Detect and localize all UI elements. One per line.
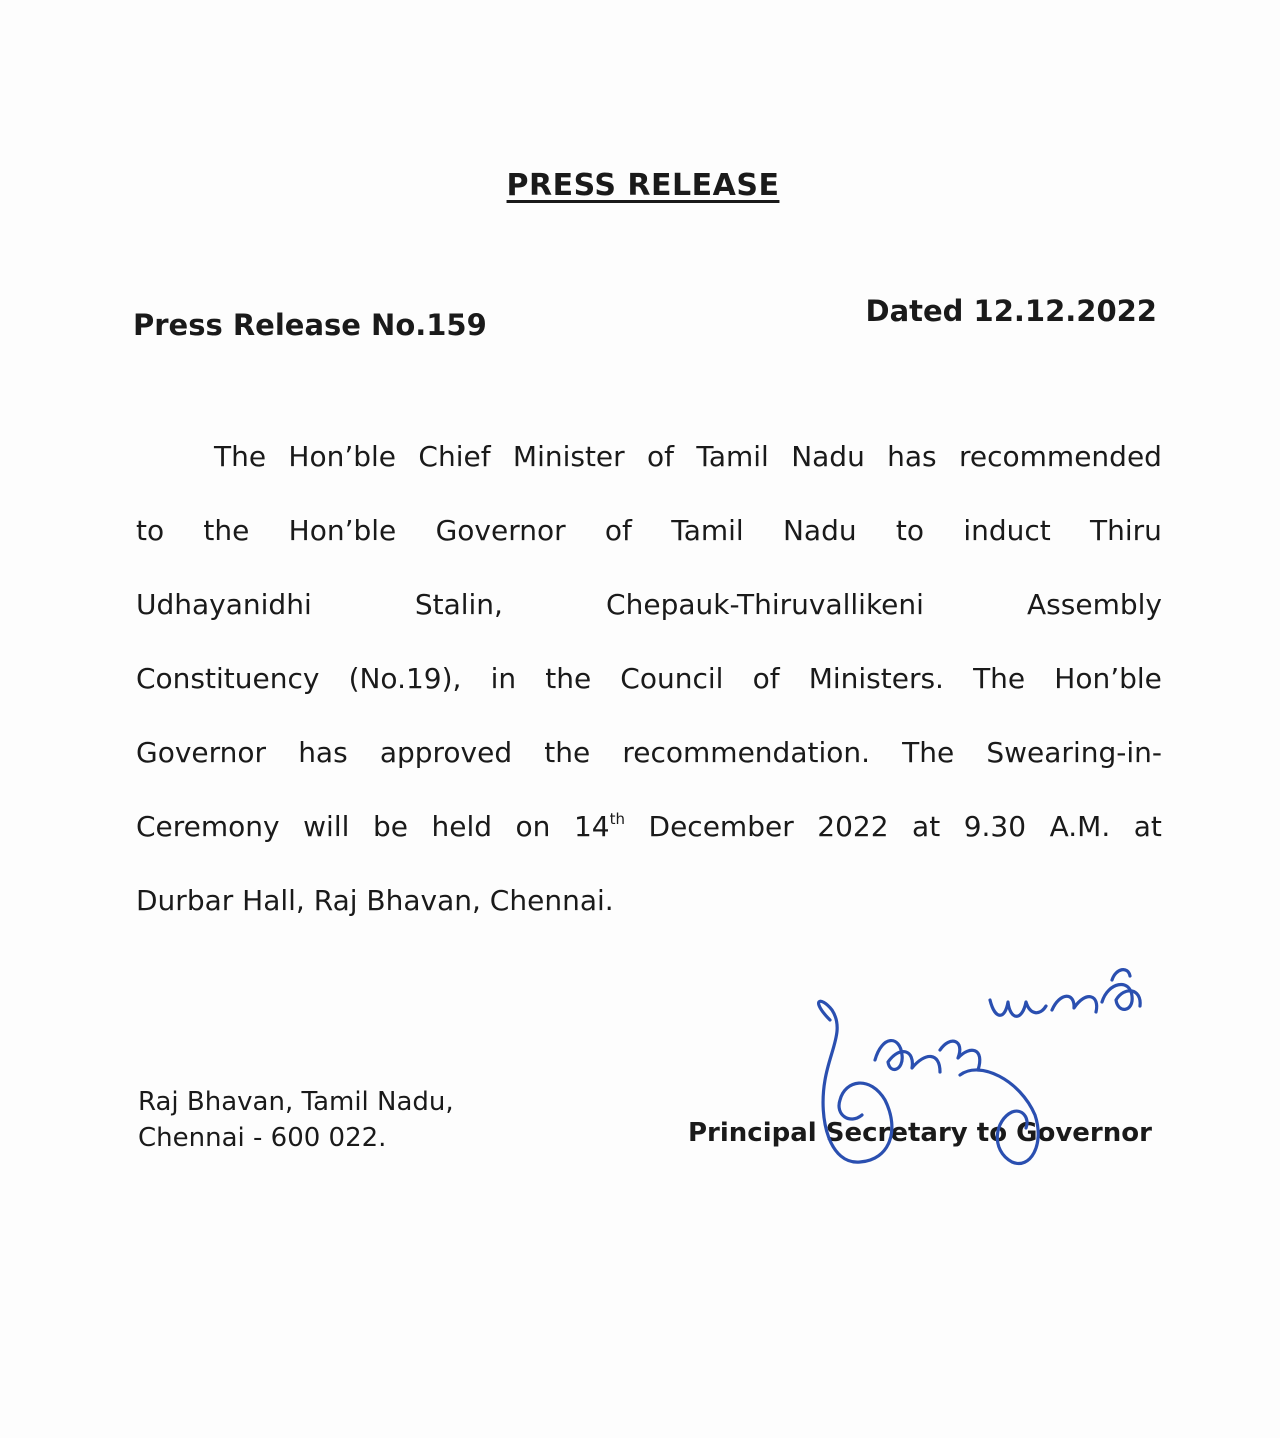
word: Nadu <box>791 440 865 473</box>
body-paragraph <box>136 420 1162 938</box>
word: Constituency <box>136 662 320 695</box>
word: induct <box>963 514 1051 547</box>
signatory-designation: Principal Secretary to Governor <box>688 1118 1152 1148</box>
office-address <box>138 1084 454 1156</box>
word: Hon’ble <box>288 440 397 473</box>
word: the <box>203 514 250 547</box>
word: the <box>544 736 591 769</box>
body-line-1 <box>136 420 1162 494</box>
word: A.M. <box>1049 810 1111 843</box>
word: Chief <box>418 440 491 473</box>
word: at <box>912 810 941 843</box>
body-line-2 <box>136 494 1162 568</box>
word: Minister <box>512 440 625 473</box>
word: Nadu <box>782 514 857 547</box>
release-date: Dated 12.12.2022 <box>865 294 1157 328</box>
body-line-6 <box>136 790 1162 864</box>
word: will <box>303 810 350 843</box>
press-release-number: Press Release No.159 <box>133 308 487 342</box>
word: The <box>214 440 267 473</box>
word: approved <box>379 736 513 769</box>
word: of <box>752 662 780 695</box>
word: on <box>515 810 551 843</box>
word: to <box>895 514 925 547</box>
handwritten-signature <box>790 940 1150 1180</box>
word: the <box>545 662 592 695</box>
word: Governor <box>136 736 267 769</box>
word: Udhayanidhi <box>136 588 312 621</box>
word: at <box>1133 810 1162 843</box>
word: 9.30 <box>963 810 1027 843</box>
word: December <box>648 810 794 843</box>
body-line-4 <box>136 642 1162 716</box>
word: The <box>973 662 1026 695</box>
body-line-7: Durbar Hall, Raj Bhavan, Chennai. <box>136 884 614 917</box>
address-line-1: Raj Bhavan, Tamil Nadu, <box>138 1087 454 1117</box>
word: be <box>372 810 408 843</box>
word: Swearing-in- <box>986 736 1162 769</box>
word: Tamil <box>696 440 769 473</box>
word: Tamil <box>671 514 744 547</box>
word: in <box>490 662 517 695</box>
word: has <box>298 736 348 769</box>
word: recommendation. <box>622 736 871 769</box>
ceremony-day: 14th <box>573 810 625 843</box>
word: 2022 <box>817 810 889 843</box>
word: Stalin, <box>414 588 503 621</box>
address-line-2: Chennai - 600 022. <box>138 1123 387 1153</box>
word: Council <box>620 662 724 695</box>
word: of <box>647 440 675 473</box>
word: Ministers. <box>808 662 944 695</box>
word: has <box>887 440 937 473</box>
word: Ceremony <box>136 810 280 843</box>
word: to <box>136 514 165 547</box>
page-title: PRESS RELEASE <box>506 168 780 203</box>
word: of <box>604 514 632 547</box>
word: (No.19), <box>348 662 462 695</box>
word: The <box>902 736 955 769</box>
word: recommended <box>959 440 1162 473</box>
day-suffix: th <box>609 810 625 828</box>
body-line-5 <box>136 716 1162 790</box>
word: Chepauk-Thiruvallikeni <box>606 588 924 621</box>
word: Hon’ble <box>1054 662 1162 695</box>
word: Governor <box>435 514 566 547</box>
word: Hon’ble <box>288 514 397 547</box>
word: Thiru <box>1090 514 1162 547</box>
word: held <box>431 810 492 843</box>
body-line-3 <box>136 568 1162 642</box>
word: Assembly <box>1027 588 1162 621</box>
